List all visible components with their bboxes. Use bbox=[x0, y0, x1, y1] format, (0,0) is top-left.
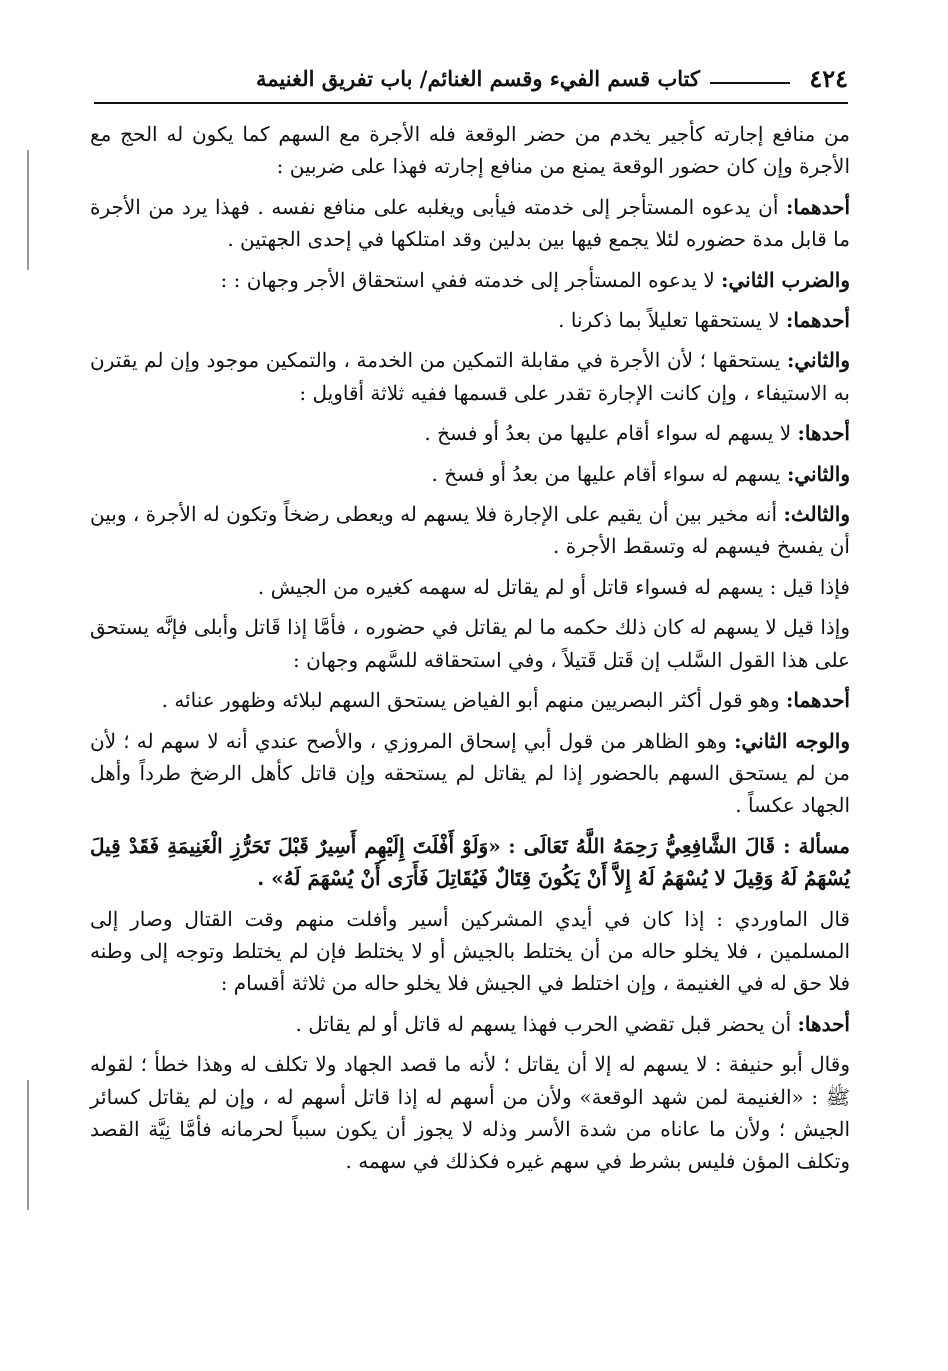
paragraph-lead: والضرب الثاني: bbox=[721, 267, 850, 292]
paragraph bbox=[90, 611, 850, 676]
paragraph-text: يسهم له سواء أقام عليها من بعدُ أو فسخ . bbox=[431, 461, 781, 486]
paragraph-lead: أحدهما: bbox=[786, 194, 851, 219]
masala-quote: «وَلَوْ أَفْلَتَ إِلَيْهِم أَسِيرٌ قَبْلَ تَحَرُّزِ الْغَنِيمَةِ فَقَدْ قِيلَ يُسْهَمُ لَهُ وَقِيلَ لا يُسْهَمُ لَهُ إِلاَّ أَنْ يَكُونَ قِتَالٌ فَيُقَاتِلَ فَأَرَى أَنْ يُسْهَمَ لَهُ» . bbox=[90, 833, 850, 891]
scan-margin-line bbox=[27, 150, 29, 270]
paragraph-lead: أحدها: bbox=[797, 1011, 850, 1036]
paragraph-lead: والثاني: bbox=[786, 348, 851, 373]
paragraph bbox=[90, 684, 850, 716]
paragraph-text: أنه مخير بين أن يقيم على الإجارة فلا يسهم له ويعطى رضخاً وتكون له الأجرة ، وبين أن يفسخ فيسهم له وتسقط الأجرة . bbox=[90, 502, 850, 559]
paragraph bbox=[90, 571, 850, 603]
scan-margin-line bbox=[27, 1080, 29, 1210]
paragraph-lead: أحدهما: bbox=[785, 688, 850, 713]
paragraph bbox=[90, 458, 850, 490]
paragraph bbox=[90, 191, 850, 256]
paragraph-text: يستحقها ؛ لأن الأجرة في مقابلة التمكين من الخدمة ، والتمكين موجود وإن لم يقترن به الاستيفاء ، وإن كانت الإجارة تقدر على قسمها ففيه ثلاثة أقاويل : bbox=[90, 348, 850, 405]
paragraph bbox=[90, 1008, 850, 1040]
paragraph bbox=[90, 1048, 850, 1178]
running-title: كتاب قسم الفيء وقسم الغنائم/ باب تفريق الغنيمة bbox=[255, 66, 700, 91]
page-body bbox=[90, 118, 850, 1186]
paragraph-lead: أحدها: bbox=[797, 421, 850, 446]
paragraph-text: وهو قول أكثر البصريين منهم أبو الفياض يستحق السهم لبلائه وظهور عنائه . bbox=[161, 688, 780, 713]
page-header bbox=[94, 62, 848, 104]
paragraph bbox=[90, 725, 850, 822]
paragraph-text: قال الماوردي : إذا كان في أيدي المشركين أسير وأفلت منهم وقت القتال وصار إلى المسلمين ، فلا يخلو حاله من أن يختلط بالجيش أو لا يختلط فإن لم يختلط وتوجه إلى وطنه فلا حق له في الغنيمة ، وإن اختلط في الجيش فلا يخلو حاله من ثلاثة أقسام : bbox=[90, 906, 850, 996]
paragraph bbox=[90, 344, 850, 409]
paragraph bbox=[90, 304, 850, 336]
paragraph bbox=[90, 903, 850, 1000]
paragraph-text: لا يسهم له سواء أقام عليها من بعدُ أو فسخ . bbox=[424, 421, 792, 446]
paragraph-text: لا يدعوه المستأجر إلى خدمته ففي استحقاق الأجر وجهان : : bbox=[220, 267, 715, 292]
paragraph-text: فإذا قيل : يسهم له فسواء قاتل أو لم يقاتل له سهمه كغيره من الجيش . bbox=[257, 574, 850, 599]
paragraph-lead: والثاني: bbox=[786, 461, 850, 486]
paragraph-text: وقال أبو حنيفة : لا يسهم له إلا أن يقاتل ؛ لأنه ما قصد الجهاد ولا تكلف له وهذا خطأ ؛ لقوله ﷺ : «الغنيمة لمن شهد الوقعة» ولأن من أسهم له إذا قاتل أسهم له ، وإن لم يقاتل كسائر الجيش ؛ ولأن ما عاناه من شدة الأسر وذله لا يجوز أن يكون سبباً لحرمانه فأمَّا نِيَّة القصد وتكلف المؤن فليس بشرط في سهم غيره فكذلك في سهمه . bbox=[90, 1052, 850, 1174]
masala-paragraph bbox=[90, 830, 850, 895]
paragraph-text: وهو الظاهر من قول أبي إسحاق المروزي ، والأصح عندي أنه لا سهم له ؛ لأن من لم يستحق السهم بالحضور إذا لم يقاتل لم يستحقه وإن قاتل كأهل الرضخ طرداً وأهل الجهاد عكساً . bbox=[90, 728, 850, 818]
paragraph-text: لا يستحقها تعليلاً بما ذكرنا . bbox=[558, 308, 780, 333]
paragraph-text: أن يحضر قبل تقضي الحرب فهذا يسهم له قاتل أو لم يقاتل . bbox=[295, 1011, 792, 1036]
paragraph bbox=[90, 118, 850, 183]
masala-lead: مسألة : قَالَ الشَّافِعِيُّ رَحِمَهُ اللَّهُ تَعَالَى : bbox=[508, 833, 851, 858]
header-dash-rule bbox=[710, 82, 790, 84]
paragraph-text: وإذا قيل لا يسهم له كان ذلك حكمه ما لم يقاتل في حضوره ، فأمَّا إذا قَاتل وأبلى فإنَّه يستحق على هذا القول السَّلب إن قَتل قَتيلاً ، وفي استحقاقه للسَّهم وجهان : bbox=[90, 615, 850, 672]
paragraph bbox=[90, 498, 850, 563]
paragraph bbox=[90, 264, 850, 296]
paragraph-lead: والثالث: bbox=[783, 502, 850, 527]
page-number: ٤٢٤ bbox=[809, 64, 848, 93]
paragraph-text: أن يدعوه المستأجر إلى خدمته فيأبى ويغلبه على منافع نفسه . فهذا يرد من الأجرة ما قابل مدة حضوره لئلا يجمع فيها بين بدلين وقد امتلكها في إحدى الجهتين . bbox=[90, 194, 850, 252]
paragraph bbox=[90, 417, 850, 449]
paragraph-text: من منافع إجارته كأجير يخدم من حضر الوقعة فله الأجرة مع السهم كما يكون له الحج مع الأجرة وإن كان حضور الوقعة يمنع من منافع إجارته فهذا على ضربين : bbox=[90, 122, 850, 179]
paragraph-lead: والوجه الثاني: bbox=[734, 728, 850, 753]
paragraph-lead: أحدهما: bbox=[785, 308, 850, 333]
